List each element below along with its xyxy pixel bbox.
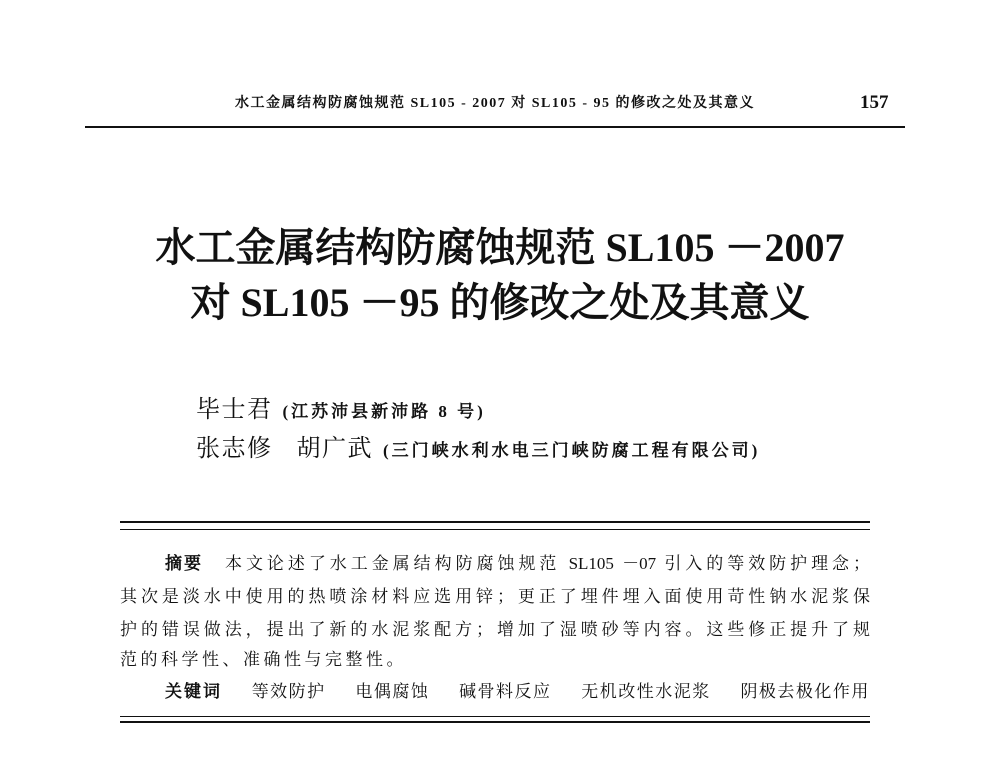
abstract-line-4: 范的科学性、准确性与完整性。 [120,650,407,669]
article-title-line-1: 水工金属结构防腐蚀规范 SL105 －2007 [155,225,845,270]
abstract-line-2: 其次是淡水中使用的热喷涂材料应选用锌；更正了埋件埋入面使用苛性钠水泥浆保 [120,587,870,606]
abstract-bottom-rule-thick [120,721,870,723]
abstract-line-1 [165,552,870,576]
abstract-text: 本文论述了水工金属结构防腐蚀规范 SL105 －07 引入的等效防护理念； [225,554,870,573]
header-rule [85,126,905,128]
keyword-item: 碱骨料反应 [459,682,552,701]
running-header-title: 水工金属结构防腐蚀规范 SL105 - 2007 对 SL105 - 95 的修改之处及其意义 [234,96,756,111]
abstract-line-3: 护的错误做法，提出了新的水泥浆配方；增加了湿喷砂等内容。这些修正提升了规 [120,620,870,639]
abstract-bottom-rule-thin [120,716,870,717]
keywords-label: 关键词 [165,682,222,701]
author-name: 胡广武 [296,436,373,462]
keyword-item: 阴极去极化作用 [740,682,870,701]
author-affiliation: (江苏沛县新沛路 8 号) [282,402,486,421]
article-title-line-2: 对 SL105 －95 的修改之处及其意义 [190,280,810,325]
keyword-item: 等效防护 [251,682,326,701]
author-name: 毕士君 [196,397,273,423]
keyword-item: 无机改性水泥浆 [581,682,711,701]
author-line-2 [196,432,896,466]
keywords-line [165,680,870,704]
page-number: 157 [860,92,889,113]
abstract-label: 摘要 [165,554,203,573]
author-line-1 [196,393,896,427]
keyword-item: 电偶腐蚀 [355,682,430,701]
abstract-top-rule-thin [120,529,870,530]
author-name: 张志修 [196,436,273,462]
abstract-top-rule-thick [120,521,870,523]
author-affiliation: (三门峡水利水电三门峡防腐工程有限公司) [383,441,761,460]
